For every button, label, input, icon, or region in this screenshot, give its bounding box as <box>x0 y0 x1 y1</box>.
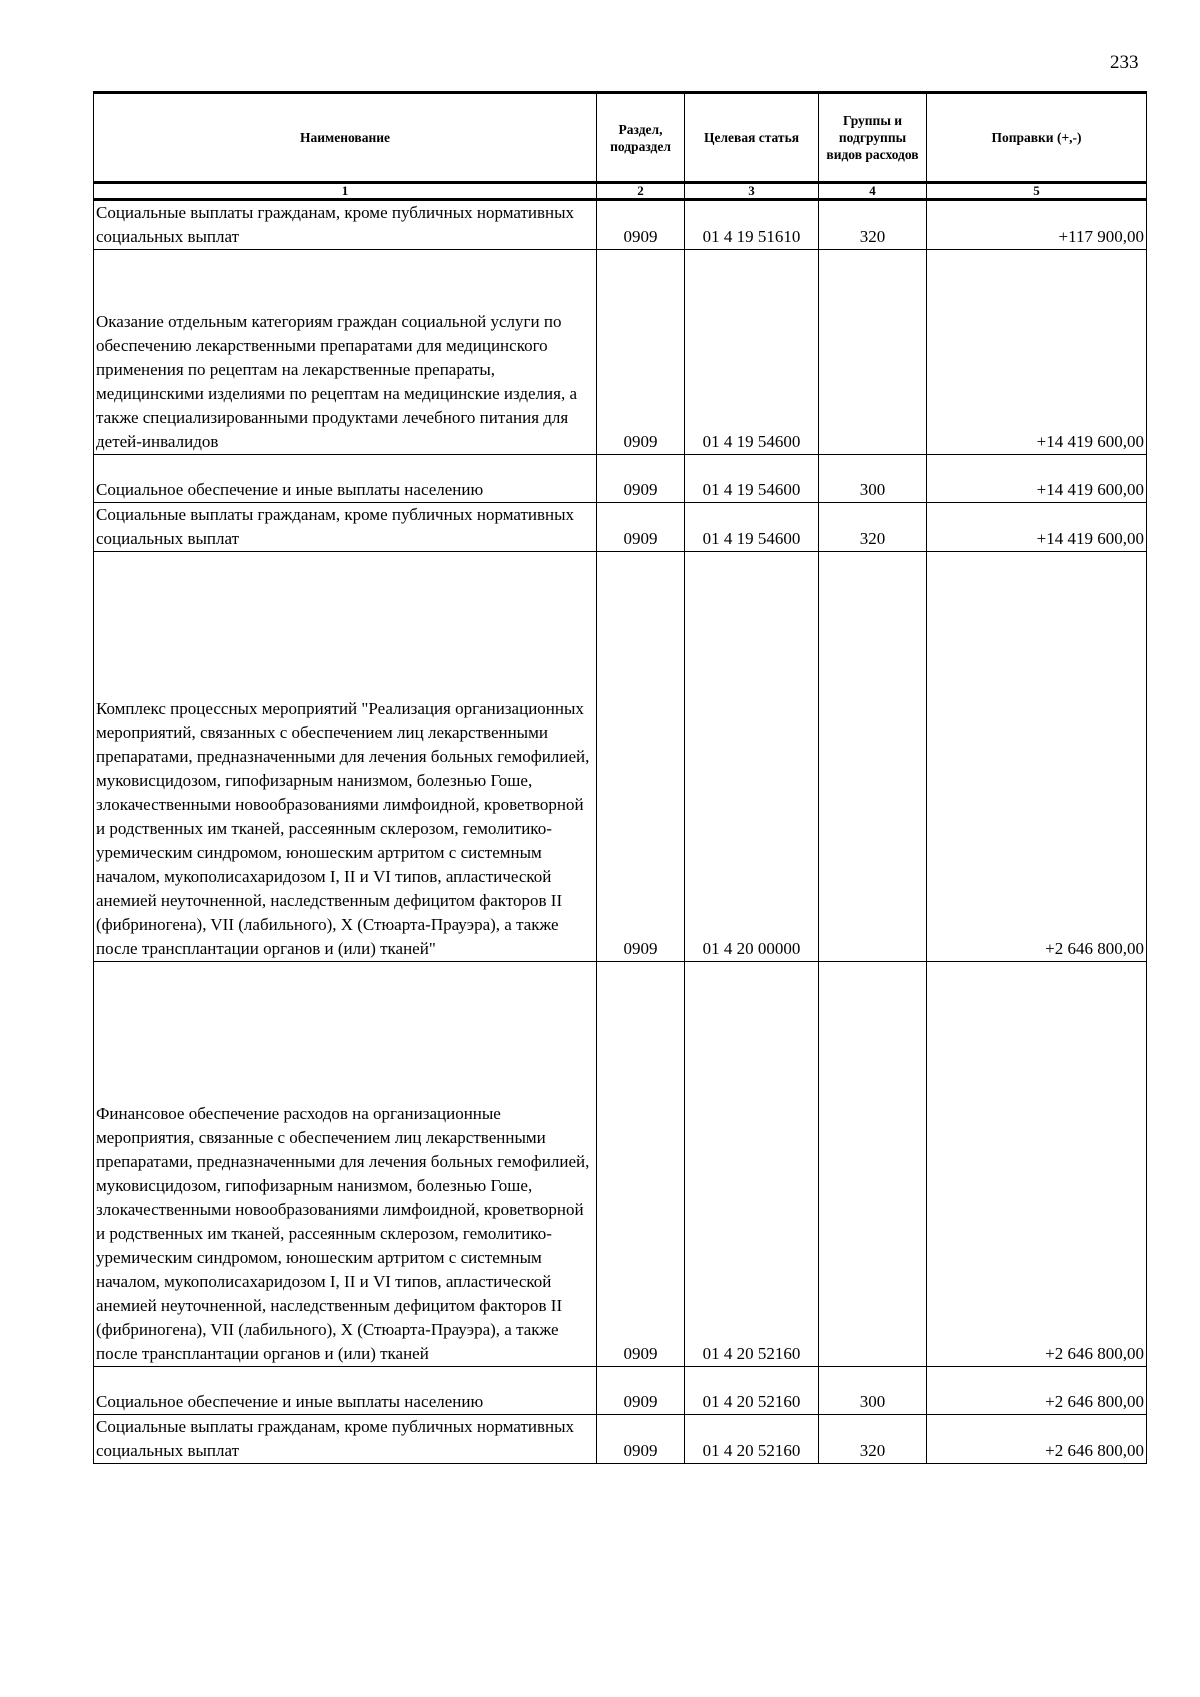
row-target: 01 4 20 52160 <box>685 962 819 1367</box>
row-group: 300 <box>819 1367 927 1415</box>
row-name: Комплекс процессных мероприятий "Реализация организационных мероприятий, связанных с обеспечением лиц лекарственными препаратами, предназначенными для лечения больных гемофилией, муковисцидозом, гипофизарным нанизмом, болезнью Гоше, злокачественными новообразованиями лимфоидной, кроветворной и родственных им тканей, рассеянным склерозом, гемолитико-уремическим синдромом, юношеским артритом с системным началом, мукополисахаридозом I, II и VI типов, апластической анемией неуточненной, наследственным дефицитом факторов II (фибриногена), VII (лабильного), X (Стюарта-Прауэра), а также после трансплантации органов и (или) тканей" <box>94 552 597 962</box>
row-amount: +2 646 800,00 <box>927 962 1147 1367</box>
row-section: 0909 <box>597 1367 685 1415</box>
row-section: 0909 <box>597 455 685 503</box>
row-section: 0909 <box>597 250 685 455</box>
row-section: 0909 <box>597 962 685 1367</box>
row-target: 01 4 19 54600 <box>685 503 819 552</box>
table-row <box>94 1415 1147 1464</box>
page-number: 233 <box>1110 52 1139 73</box>
row-name: Социальное обеспечение и иные выплаты населению <box>94 1367 597 1415</box>
header-target: Целевая статья <box>685 93 819 183</box>
row-group: 320 <box>819 200 927 250</box>
row-amount: +14 419 600,00 <box>927 455 1147 503</box>
row-amount: +117 900,00 <box>927 200 1147 250</box>
row-target: 01 4 20 52160 <box>685 1367 819 1415</box>
row-section: 0909 <box>597 200 685 250</box>
row-section: 0909 <box>597 552 685 962</box>
header-group: Группы и подгруппы видов расходов <box>819 93 927 183</box>
row-target: 01 4 19 51610 <box>685 200 819 250</box>
header-name: Наименование <box>94 93 597 183</box>
row-group: 320 <box>819 503 927 552</box>
column-number-row <box>94 183 1147 200</box>
column-number: 5 <box>927 183 1147 200</box>
table-row <box>94 200 1147 250</box>
row-amount: +2 646 800,00 <box>927 1415 1147 1464</box>
table-row <box>94 455 1147 503</box>
row-amount: +14 419 600,00 <box>927 503 1147 552</box>
row-amount: +2 646 800,00 <box>927 1367 1147 1415</box>
budget-amendments-table <box>93 91 1147 1464</box>
row-target: 01 4 19 54600 <box>685 250 819 455</box>
table-row <box>94 1367 1147 1415</box>
column-number: 3 <box>685 183 819 200</box>
table-row <box>94 552 1147 962</box>
row-name: Социальные выплаты гражданам, кроме публичных нормативных социальных выплат <box>94 503 597 552</box>
row-name: Финансовое обеспечение расходов на организационные мероприятия, связанные с обеспечением лиц лекарственными препаратами, предназначенными для лечения больных гемофилией, муковисцидозом, гипофизарным нанизмом, болезнью Гоше, злокачественными новообразованиями лимфоидной, кроветворной и родственных им тканей, рассеянным склерозом, гемолитико-уремическим синдромом, юношеским артритом с системным началом, мукополисахаридозом I, II и VI типов, апластической анемией неуточненной, наследственным дефицитом факторов II (фибриногена), VII (лабильного), X (Стюарта-Прауэра), а также после трансплантации органов и (или) тканей <box>94 962 597 1367</box>
row-name: Социальные выплаты гражданам, кроме публичных нормативных социальных выплат <box>94 1415 597 1464</box>
header-section: Раздел, подраздел <box>597 93 685 183</box>
row-group <box>819 962 927 1367</box>
row-section: 0909 <box>597 1415 685 1464</box>
row-target: 01 4 19 54600 <box>685 455 819 503</box>
row-amount: +2 646 800,00 <box>927 552 1147 962</box>
header-amount: Поправки (+,-) <box>927 93 1147 183</box>
column-number: 2 <box>597 183 685 200</box>
row-name: Оказание отдельным категориям граждан социальной услуги по обеспечению лекарственными препаратами для медицинского применения по рецептам на лекарственные препараты, медицинскими изделиями по рецептам на медицинские изделия, а также специализированными продуктами лечебного питания для детей-инвалидов <box>94 250 597 455</box>
table-row <box>94 962 1147 1367</box>
row-section: 0909 <box>597 503 685 552</box>
row-name: Социальное обеспечение и иные выплаты населению <box>94 455 597 503</box>
header-row <box>94 93 1147 183</box>
row-target: 01 4 20 52160 <box>685 1415 819 1464</box>
row-group: 300 <box>819 455 927 503</box>
row-amount: +14 419 600,00 <box>927 250 1147 455</box>
row-group <box>819 552 927 962</box>
row-target: 01 4 20 00000 <box>685 552 819 962</box>
column-number: 4 <box>819 183 927 200</box>
row-group <box>819 250 927 455</box>
row-group: 320 <box>819 1415 927 1464</box>
column-number: 1 <box>94 183 597 200</box>
row-name: Социальные выплаты гражданам, кроме публичных нормативных социальных выплат <box>94 200 597 250</box>
table-row <box>94 250 1147 455</box>
table-row <box>94 503 1147 552</box>
